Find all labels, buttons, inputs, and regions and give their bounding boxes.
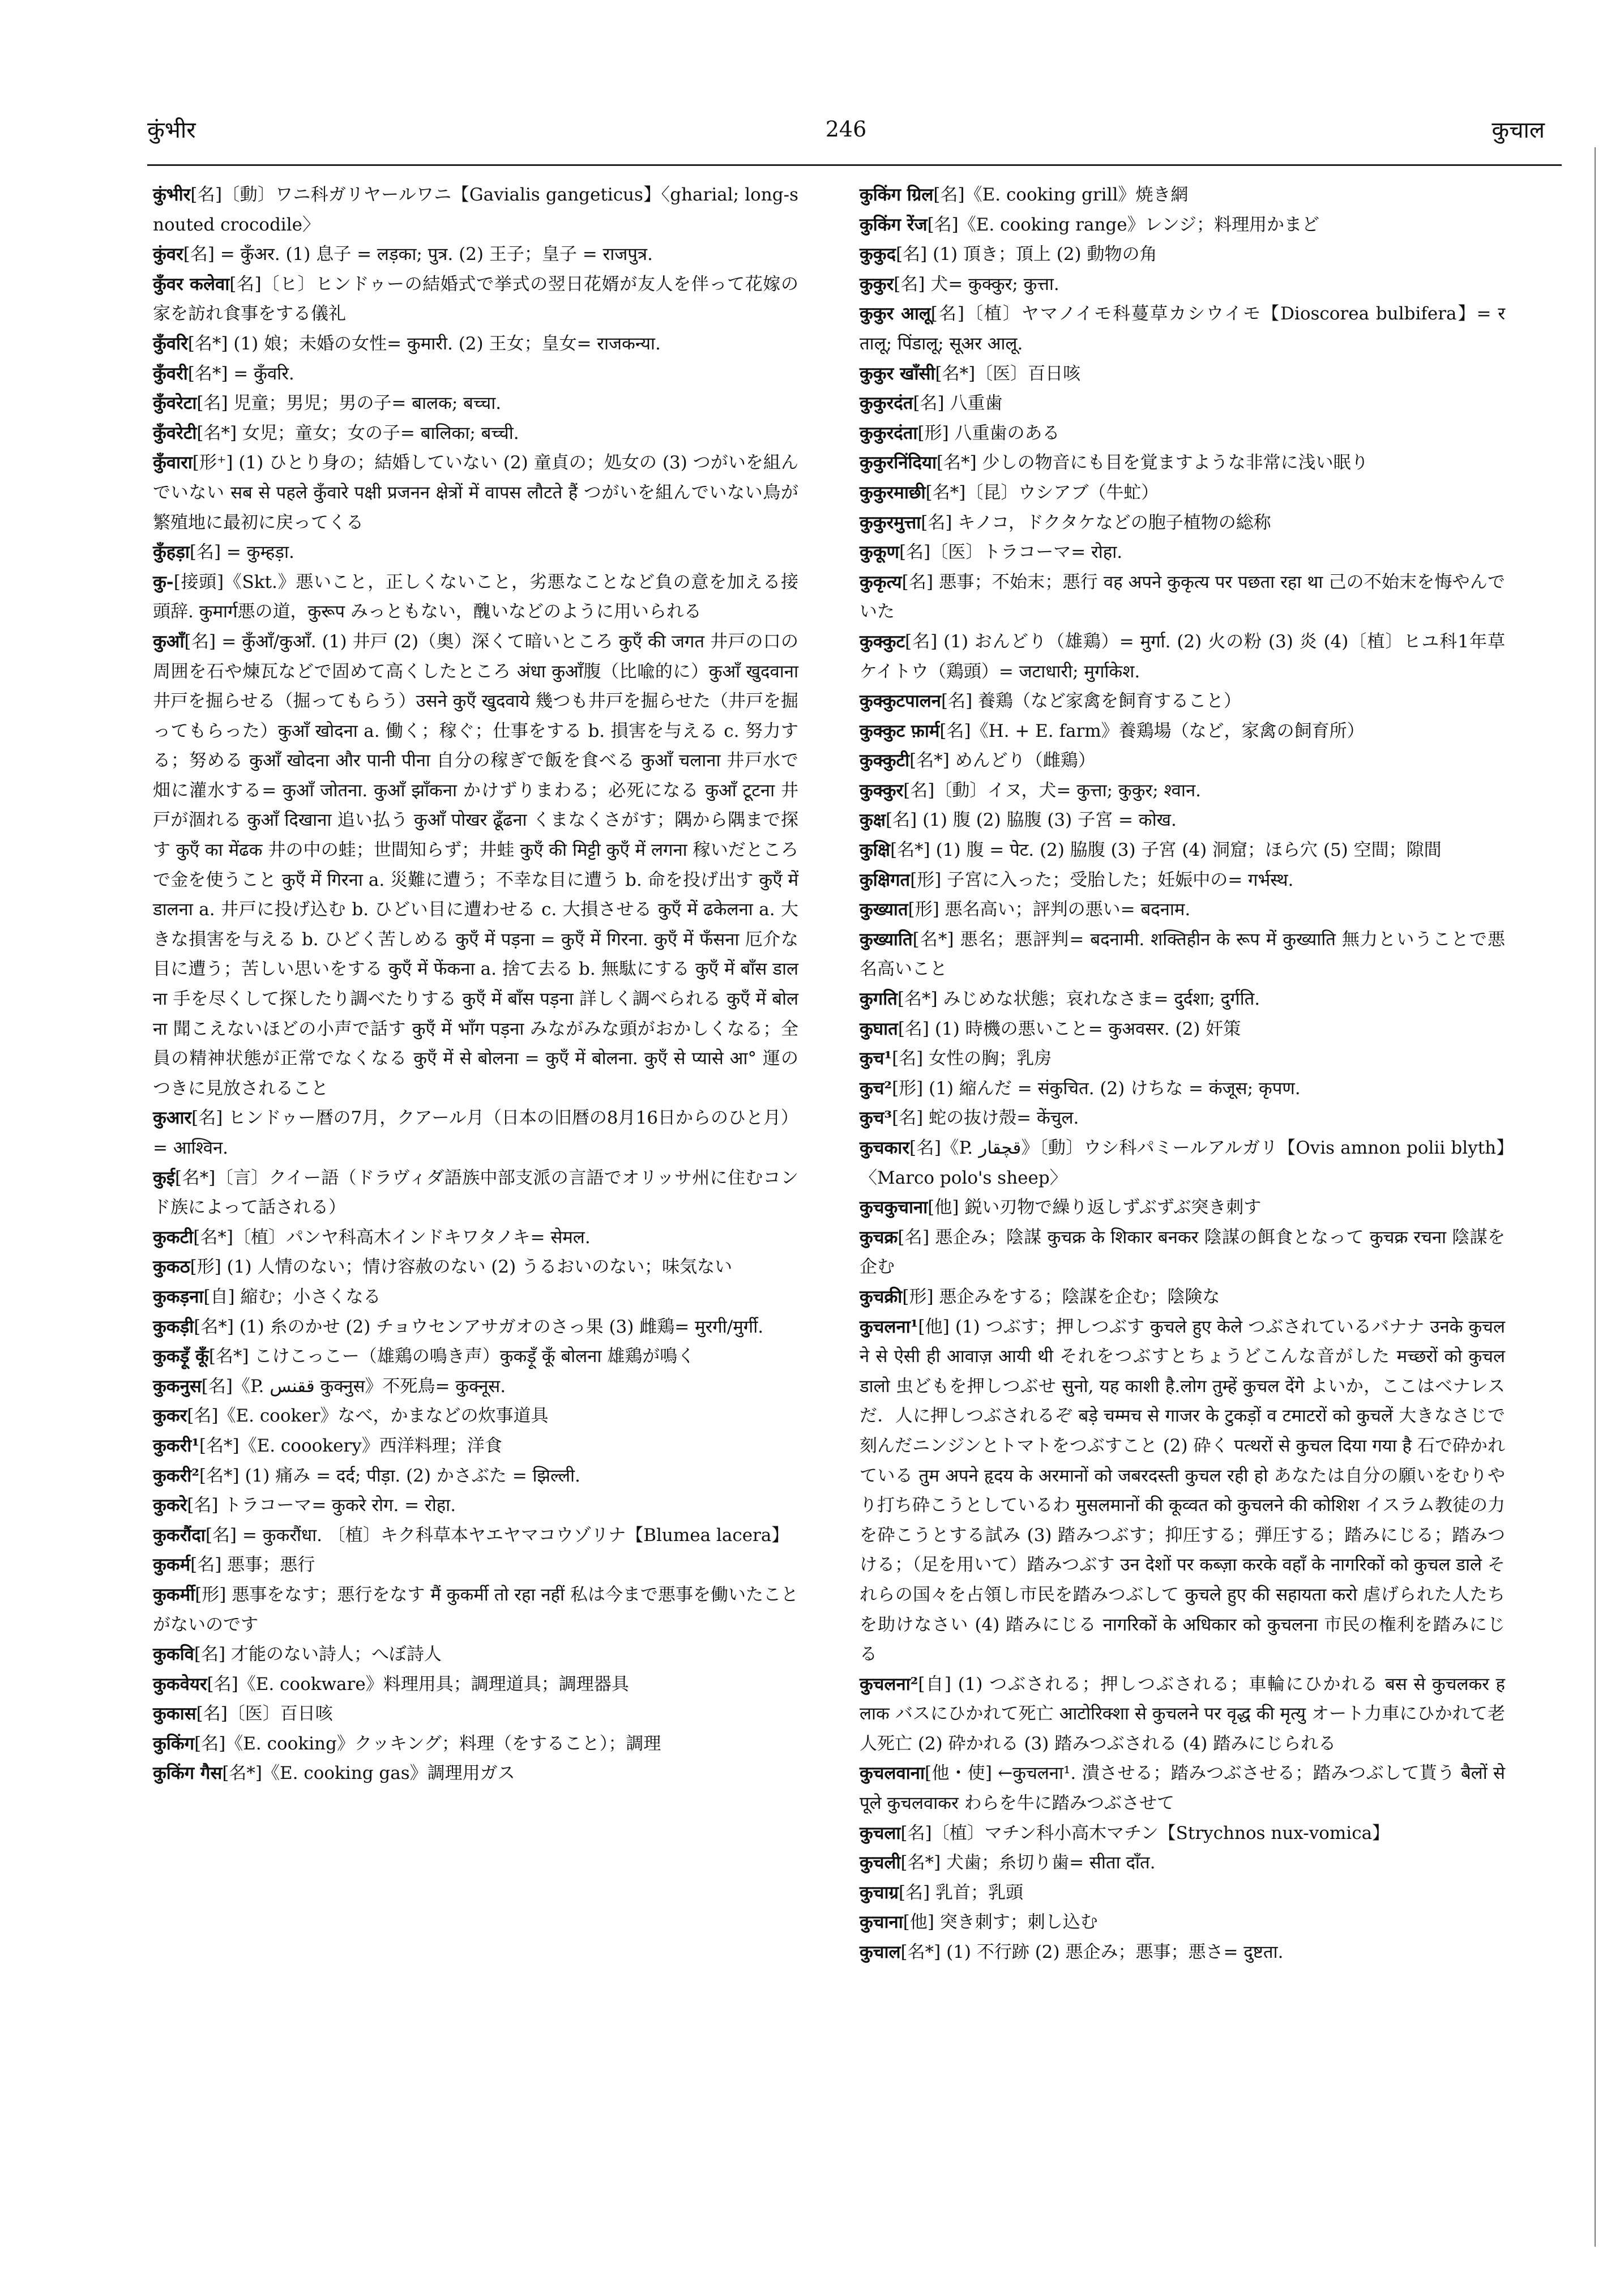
entry-headword: कुक्कुर xyxy=(860,780,904,801)
dictionary-entry xyxy=(860,299,1505,358)
dictionary-entry xyxy=(153,1729,798,1759)
entry-headword: कुक्षि xyxy=(860,840,891,861)
dictionary-entry xyxy=(153,389,798,419)
entry-definition: [形] (1) 縮んだ = संकुचित. (2) けちな = कंजूस; कृपण. xyxy=(892,1078,1301,1099)
entry-definition: [名] 悪事；不始末；悪行 वह अपने कुकृत्य पर पछता रहा था 己の不始末を悔やんでいた xyxy=(860,571,1505,622)
entry-definition: [自] (1) つぶされる；押しつぶされる；車輪にひかれる बस से कुचलकर हलाक バスにひかれて死亡 आटोरिक्शा से कुचलने पर वृद्ध की मृत्यु オート力車にひかれて老人死亡 (2) 砕かれる (3) 踏みつぶされる (4) 踏みにじられる xyxy=(860,1674,1505,1754)
entry-headword: कुई xyxy=(153,1167,176,1188)
entry-definition: [名]《E. cooking grill》焼き網 xyxy=(933,185,1189,205)
entry-definition: [名] 悪企み；陰謀 कुचक्र के शिकार बनकर 陰謀の餌食となって कुचक्र रचना 陰謀を企む xyxy=(860,1227,1505,1278)
entry-definition: [他・使] ←कुचलना¹. 潰させる；踏みつぶさせる；踏みつぶして貰う बैलों से पूले कुचलवाकर わらを牛に踏みつぶさせて xyxy=(860,1763,1505,1814)
entry-definition: [名*] みじめな状態；哀れなさま= दुर्दशा; दुर्गति. xyxy=(897,989,1260,1010)
entry-definition: [形] 悪企みをする；陰謀を企む；陰険な xyxy=(902,1286,1220,1307)
entry-definition: [名*] (1) 糸のかせ (2) チョウセンアサガオのさっ果 (3) 雌鶏= मुरगी/मुर्गी. xyxy=(194,1316,764,1337)
entry-headword: कुकुरदंता xyxy=(860,422,918,443)
entry-headword: कुच¹ xyxy=(860,1048,892,1069)
dictionary-entry xyxy=(153,240,798,270)
entry-definition: [名]〔植〕マチン科小高木マチン【Strychnos nux-vomica】 xyxy=(900,1822,1390,1843)
entry-definition: [名] = कुकरौंधा. 〔植〕キク科草本ヤエヤマコウゾリナ【Blumea lacera】 xyxy=(205,1525,789,1546)
entry-headword: कुचक्र xyxy=(860,1227,898,1248)
entry-definition: [名] 女性の胸；乳房 xyxy=(892,1048,1052,1069)
dictionary-entry xyxy=(860,537,1505,567)
entry-headword: कुकर xyxy=(153,1406,187,1427)
entry-definition: [名*] (1) 腹 = पेट. (2) 脇腹 (3) 子宮 (4) 洞窟；ほら穴 (5) 空間；隙間 xyxy=(890,840,1442,861)
entry-definition: [他] 鋭い刃物で繰り返しずぶずぶ突き刺す xyxy=(928,1197,1262,1218)
entry-definition: [形] (1) 人情のない；情け容赦のない (2) うるおいのない；味気ない xyxy=(190,1257,733,1278)
entry-definition: [名*] めんどり（雌鶏） xyxy=(909,750,1096,771)
entry-headword: कुचलना² xyxy=(860,1674,918,1695)
entry-definition: [名*]〔言〕クイー語（ドラヴィダ語族中部支派の言語でオリッサ州に住むコンド族によって話される） xyxy=(153,1167,798,1218)
entry-definition: [自] 縮む；小さくなる xyxy=(203,1286,381,1307)
entry-headword: कुकनुस xyxy=(153,1376,202,1397)
dictionary-entry xyxy=(860,746,1505,776)
dictionary-entry xyxy=(860,984,1505,1014)
dictionary-entry xyxy=(860,240,1505,270)
dictionary-entry xyxy=(153,1163,798,1223)
entry-headword: कुघात xyxy=(860,1018,898,1039)
entry-headword: कुक्षिगत xyxy=(860,869,911,890)
entry-definition: [名] (1) 頂き；頂上 (2) 動物の角 xyxy=(896,244,1157,265)
entry-definition: [名] 養鶏（など家禽を飼育すること） xyxy=(941,691,1242,712)
running-head-right: कुचाल xyxy=(1491,117,1545,143)
entry-headword: कुकवेयर xyxy=(153,1674,207,1695)
entry-definition: [名*] (1) 不行跡 (2) 悪企み；悪事；悪さ= दुष्टता. xyxy=(900,1942,1284,1963)
entry-headword: कुकिंग रेंज xyxy=(860,214,928,235)
dictionary-entry xyxy=(153,1103,798,1163)
dictionary-entry xyxy=(153,1550,798,1580)
entry-definition: [名] キノコ，ドクタケなどの胞子植物の総称 xyxy=(921,512,1271,533)
entry-definition: [名] (1) 時機の悪いこと= कुअवसर. (2) 奸策 xyxy=(898,1018,1241,1039)
dictionary-entry xyxy=(153,1640,798,1670)
dictionary-entry xyxy=(860,508,1505,538)
dictionary-entry xyxy=(153,1580,798,1640)
dictionary-entry xyxy=(860,865,1505,895)
entry-headword: कुकड़ूँ कूँ xyxy=(153,1346,209,1367)
entry-definition: [名] = कुँअर. (1) 息子 = लड़का; पुत्र. (2) 王子；皇子 = राजपुत्र. xyxy=(183,244,653,265)
entry-headword: कुकरे xyxy=(153,1495,187,1516)
entry-headword: कुकर्म xyxy=(153,1555,191,1576)
dictionary-entry xyxy=(153,1372,798,1402)
entry-headword: कुँवरी xyxy=(153,363,188,384)
entry-headword: कुकिंग ग्रिल xyxy=(860,185,934,205)
entry-headword: कुचकुचाना xyxy=(860,1197,928,1218)
entry-headword: कुँहड़ा xyxy=(153,542,190,563)
entry-headword: कुकुर xyxy=(860,274,894,294)
dictionary-entry xyxy=(860,1819,1505,1849)
dictionary-entry xyxy=(860,627,1505,686)
entry-headword: कुकृत्य xyxy=(860,571,902,592)
dictionary-entry xyxy=(153,329,798,359)
entry-definition: [名*]《E. cooking gas》調理用ガス xyxy=(222,1763,515,1784)
entry-definition: [名*] 女児；童女；女の子= बालिका; बच्ची. xyxy=(196,422,519,443)
entry-definition: [名]《H. + E. farm》養鶏場（など，家禽の飼育所） xyxy=(939,720,1365,741)
entry-headword: कुकुरदंत xyxy=(860,393,913,414)
dictionary-entry xyxy=(153,180,798,240)
entry-definition: [名*] (1) 娘；未婚の女性= कुमारी. (2) 王女；皇女= राजकन्या. xyxy=(187,333,661,354)
header-rule xyxy=(147,164,1562,166)
entry-definition: [接頭]《Skt.》悪いこと，正しくないこと，劣悪なことなど負の意を加える接頭辞. कुमार्ग悪の道，कुरूप みっともない，醜いなどのように用いられる xyxy=(153,571,798,622)
entry-definition: [名]《E. cooker》なべ，かまなどの炊事道具 xyxy=(187,1406,549,1427)
dictionary-entry xyxy=(153,1223,798,1253)
dictionary-entry xyxy=(860,1133,1505,1193)
entry-definition: [名] 乳首；乳頭 xyxy=(899,1882,1024,1903)
entry-headword: कुक्कुट xyxy=(860,631,905,652)
dictionary-entry xyxy=(860,1907,1505,1937)
entry-headword: कुकिंग xyxy=(153,1733,195,1754)
entry-headword: कुचलना¹ xyxy=(860,1316,918,1337)
entry-headword: कुच² xyxy=(860,1078,892,1099)
entry-headword: कुकुर खाँसी xyxy=(860,363,935,384)
dictionary-entry xyxy=(153,567,798,627)
entry-definition: [名] ヒンドゥー暦の7月，クアール月（日本の旧暦の8月16日からのひと月）= आश्विन. xyxy=(153,1108,798,1158)
dictionary-entry xyxy=(860,567,1505,627)
dictionary-entry xyxy=(153,419,798,449)
dictionary-entry xyxy=(153,1282,798,1312)
entry-headword: कुकरौंदा xyxy=(153,1525,206,1546)
entry-headword: कु- xyxy=(153,571,174,592)
dictionary-entry xyxy=(153,1252,798,1282)
entry-definition: [名*] = कुँवरि. xyxy=(187,363,294,384)
entry-definition: [形⁺] (1) ひとり身の；結婚していない (2) 童貞の；処女の (3) つがいを組んでいない सब से पहले कुँवारे पक्षी प्रजनन क्षेत्रों में वापस लौटते हैं つがいを組んでいない鳥が繁殖地に最初に戻ってくる xyxy=(153,453,798,533)
dictionary-entry xyxy=(860,1014,1505,1044)
entry-definition: [名*] 犬歯；糸切り歯= सीता दाँत. xyxy=(900,1853,1156,1873)
dictionary-entry xyxy=(153,1491,798,1521)
entry-definition: [名]〔医〕トラコーマ= रोहा. xyxy=(899,542,1123,563)
entry-definition: [名] = कुम्हड़ा. xyxy=(189,542,294,563)
dictionary-entry xyxy=(153,1401,798,1431)
dictionary-entry xyxy=(860,1223,1505,1282)
dictionary-entry xyxy=(860,478,1505,508)
entry-definition: [他] 突き刺す；刺し込む xyxy=(903,1912,1098,1933)
entry-definition: [名*] (1) 痛み = दर्द; पीड़ा. (2) かさぶた = झिल्ली. xyxy=(199,1465,580,1486)
dictionary-entry xyxy=(860,1937,1505,1967)
running-head-left: कुंभीर xyxy=(147,117,196,143)
entry-headword: कुचलवाना xyxy=(860,1763,925,1784)
entry-headword: कुकूण xyxy=(860,542,900,563)
entry-definition: [名]《E. cooking》クッキング；料理（をすること）；調理 xyxy=(194,1733,661,1754)
dictionary-entry xyxy=(860,270,1505,300)
entry-headword: कुच³ xyxy=(860,1108,892,1129)
left-column xyxy=(153,180,798,1789)
entry-headword: कुँवारा xyxy=(153,453,193,473)
entry-definition: [名*]〔植〕パンヤ科高木インドキワタノキ= सेमल. xyxy=(193,1227,591,1248)
entry-definition: [名]〔医〕百日咳 xyxy=(196,1704,333,1725)
dictionary-entry xyxy=(860,1759,1505,1818)
dictionary-entry xyxy=(153,359,798,389)
dictionary-entry xyxy=(860,835,1505,865)
entry-definition: [形] 悪事をなす；悪行をなす मैं कुकर्मी तो रहा नहीं 私は今まで悪事を働いたことがないのです xyxy=(153,1584,798,1635)
dictionary-entry xyxy=(860,1878,1505,1908)
entry-definition: [名*]〔昆〕ウシアブ（牛虻） xyxy=(925,482,1159,503)
entry-definition: [名]《E. cooking range》レンジ；料理用かまど xyxy=(927,214,1320,235)
entry-headword: कुक्कुटपालन xyxy=(860,691,941,712)
page-header xyxy=(147,113,1545,159)
dictionary-entry xyxy=(153,627,798,1104)
entry-headword: कुकुर आलू xyxy=(860,304,931,325)
entry-definition: [名] 八重歯 xyxy=(913,393,1003,414)
dictionary-entry xyxy=(860,210,1505,240)
entry-definition: [名]《P. ققنس कुक्नुस》不死鳥= कुक्नूस. xyxy=(201,1376,506,1397)
entry-definition: [名]〔植〕ヤマノイモ科蔓草カシウイモ【Dioscorea bulbifera】= रतालू; पिंडालू; सूअर आलू. xyxy=(860,304,1505,354)
entry-headword: कुक्कुटी xyxy=(860,750,910,771)
dictionary-entry xyxy=(153,1699,798,1729)
entry-definition: [形] 八重歯のある xyxy=(917,422,1060,443)
right-column xyxy=(860,180,1505,1967)
entry-headword: कुकास xyxy=(153,1704,196,1725)
entry-headword: कुआर xyxy=(153,1108,192,1129)
entry-headword: कुख्याति xyxy=(860,929,913,950)
entry-headword: कुचाना xyxy=(860,1912,903,1933)
entry-headword: कुकड़ना xyxy=(153,1286,204,1307)
entry-headword: कुगति xyxy=(860,989,898,1010)
entry-headword: कुक्कुट फ़ार्म xyxy=(860,720,940,741)
dictionary-entry xyxy=(153,448,798,537)
dictionary-entry xyxy=(860,1074,1505,1104)
entry-definition: [名*] こけこっこー（雄鶏の鳴き声）कुकड़ूँ कूँ बोलना 雄鶏が鳴く xyxy=(208,1346,695,1367)
dictionary-entry xyxy=(860,895,1505,925)
entry-definition: [名*] 悪名；悪評判= बदनामी. शक्तिहीन के रूप में कुख्याति 無力ということで悪名高いこと xyxy=(860,929,1505,980)
entry-headword: कुक्ष xyxy=(860,810,886,831)
dictionary-entry xyxy=(860,389,1505,419)
entry-headword: कुआँ xyxy=(153,631,185,652)
dictionary-entry xyxy=(153,1431,798,1461)
entry-headword: कुचला xyxy=(860,1822,901,1843)
dictionary-entry xyxy=(860,1848,1505,1878)
entry-headword: कुँवर कलेवा xyxy=(153,274,230,294)
dictionary-entry xyxy=(860,359,1505,389)
entry-headword: कुचली xyxy=(860,1853,901,1873)
entry-headword: कुंभीर xyxy=(153,185,191,205)
dictionary-entry xyxy=(860,1044,1505,1074)
entry-definition: [他] (1) つぶす；押しつぶす कुचले हुए केले つぶされているバナナ उनके कुचलने से ऐसी ही आवाज़ आयी थी それをつぶすとちょうどこんな音がした मच्छरों को कुचल डालो 虫どもを押しつぶせ सुनो, यह काशी है.लोग तुम्हें कुचल देंगे よいか，ここはベナレスだ．人に押しつぶされるぞ बड़े चम्मच से गाजर के टुकड़ों व टमाटरों को कुचलें 大きなさじで刻んだニンジンとトマトをつぶすこと (2) 砕く पत्थरों से कुचल दिया गया है 石で砕かれている तुम अपने हृदय के अरमानों को जबरदस्ती कुचल रही हो あなたは自分の願いをむりやり打ち砕こうとしているわ मुसलमानों की कूव्वत को कुचलने की कोशिश イスラム教徒の力を砕こうとする試み (3) 踏みつぶす；抑圧する；弾圧する；踏みにじる；踏みつける；（足を用いて）踏みつぶす उन देशों पर कब्ज़ा करके वहाँ के नागरिकों को कुचल डाले それらの国々を占領し市民を踏みつぶして कुचले हुए की सहायता करो 虐げられた人たちを助けなさい (4) 踏みにじる नागरिकों के अधिकार को कुचलना 市民の権利を踏みにじる xyxy=(860,1316,1505,1665)
entry-definition: [形] 悪名高い；評判の悪い= बदनाम. xyxy=(908,899,1191,920)
entry-headword: कुकड़ी xyxy=(153,1316,194,1337)
entry-definition: [名] 犬= कुक्कुर; कुत्ता. xyxy=(894,274,1059,294)
entry-headword: कुकठ xyxy=(153,1257,190,1278)
dictionary-entry xyxy=(153,1312,798,1342)
entry-headword: कुकवि xyxy=(153,1644,194,1665)
entry-definition: [名]《E. cookware》料理用具；調理道具；調理器具 xyxy=(207,1674,629,1695)
entry-headword: कुकुद xyxy=(860,244,896,265)
dictionary-entry xyxy=(153,1759,798,1789)
entry-definition: [名*]〔医〕百日咳 xyxy=(935,363,1081,384)
entry-headword: कुकरी¹ xyxy=(153,1435,199,1456)
dictionary-entry xyxy=(153,1461,798,1491)
dictionary-entry xyxy=(153,1521,798,1551)
entry-definition: [名] (1) おんどり（雄鶏）= मुर्गा. (2) 火の粉 (3) 炎 (4)〔植〕ヒユ科1年草ケイトウ（鶏頭）= जटाधारी; मुर्गाकेश. xyxy=(860,631,1505,682)
entry-definition: [名] 悪事；悪行 xyxy=(190,1555,315,1576)
dictionary-entry xyxy=(860,448,1505,478)
entry-headword: कुकिंग गैस xyxy=(153,1763,223,1784)
dictionary-entry xyxy=(860,1193,1505,1223)
dictionary-entry xyxy=(860,1282,1505,1312)
dictionary-entry xyxy=(860,925,1505,984)
dictionary-entry xyxy=(860,1312,1505,1670)
entry-definition: [名] トラコーマ= कुकरे रोग. = रोहा. xyxy=(187,1495,456,1516)
entry-headword: कुँवरि xyxy=(153,333,188,354)
dictionary-entry xyxy=(860,805,1505,835)
page-number: 246 xyxy=(825,117,867,142)
entry-headword: कुचाल xyxy=(860,1942,901,1963)
entry-definition: [名*] 少しの物音にも目を覚ますような非常に浅い眠り xyxy=(937,453,1369,473)
dictionary-entry xyxy=(860,1103,1505,1133)
entry-headword: कुकटी xyxy=(153,1227,194,1248)
dictionary-entry xyxy=(153,537,798,567)
dictionary-entry xyxy=(860,686,1505,716)
entry-definition: [名]〔動〕イヌ，犬= कुत्ता; कुकुर; श्वान. xyxy=(903,780,1202,801)
entry-headword: कुकुरनिंदिया xyxy=(860,453,937,473)
entry-definition: [名]《P. قچقار》〔動〕ウシ科パミールアルガリ【Ovis amnon polii blyth】〈Marco polo's sheep〉 xyxy=(860,1138,1505,1188)
entry-headword: कुंवर xyxy=(153,244,183,265)
entry-definition: [名] 才能のない詩人；へぼ詩人 xyxy=(194,1644,442,1665)
dictionary-entry xyxy=(153,270,798,329)
entry-definition: [名*]《E. coookery》西洋料理；洋食 xyxy=(199,1435,502,1456)
entry-headword: कुँवरेटी xyxy=(153,422,197,443)
entry-definition: [名] (1) 腹 (2) 脇腹 (3) 子宮 = कोख. xyxy=(886,810,1177,831)
dictionary-entry xyxy=(153,1342,798,1372)
entry-headword: कुकरी² xyxy=(153,1465,199,1486)
entry-definition: [名] = कुँआँ/कुआँ. (1) 井戸 (2)（奥）深くて暗いところ कुएँ की जगत 井戸の口の周囲を石や煉瓦などで固めて高くしたところ अंधा कुआँ腹（比喩的に）कुआँ खुदवाना 井戸を掘らせる（掘ってもらう）उसने कुएँ खुदवाये 幾つも井戸を掘らせた（井戸を掘ってもらった）कुआँ खोदना a. 働く；稼ぐ；仕事をする b. 損害を与える c. 努力する；努める कुआँ खोदना और पानी पीना 自分の稼ぎで飯を食べる कुआँ चलाना 井戸水で畑に灌水する= कुआँ जोतना. कुआँ झाँकना かけずりまわる；必死になる कुआँ टूटना 井戸が涸れる कुआँ दिखाना 追い払う कुआँ पोखर ढूँढना くまなくさがす；隅から隅まで探す कुएँ का मेंढक 井の中の蛙；世間知らず；井蛙 कुएँ की मिट्टी कुएँ में लगना 稼いだところで金を使うこと कुएँ में गिरना a. 災難に遭う；不幸な目に遭う b. 命を投げ出す कुएँ में डालना a. 井戸に投げ込む b. ひどい目に遭わせる c. 大損させる कुएँ में ढकेलना a. 大きな損害を与える b. ひどく苦しめる कुएँ में पड़ना = कुएँ में गिरना. कुएँ में फँसना 厄介な目に遭う；苦しい思いをする कुएँ में फेंकना a. 捨て去る b. 無駄にする कुएँ में बाँस डालना 手を尽くして探したり調べたりする कुएँ में बाँस पड़ना 詳しく調べられる कुएँ में बोलना 聞こえないほどの小声で話す कुएँ में भाँग पड़ना みながみな頭がおかしくなる；全員の精神状態が正常でなくなる कुएँ में से बोलना = कुएँ में बोलना. कुएँ से प्यासे आ° 運のつきに見放されること xyxy=(153,631,798,1099)
dictionary-entry xyxy=(860,180,1505,210)
dictionary-entry xyxy=(153,1670,798,1700)
entry-headword: कुचक्री xyxy=(860,1286,903,1307)
dictionary-entry xyxy=(860,716,1505,746)
dictionary-entry xyxy=(860,1670,1505,1759)
entry-headword: कुचकार xyxy=(860,1138,910,1158)
dictionary-entry xyxy=(860,419,1505,449)
dictionary-entry xyxy=(860,776,1505,806)
entry-headword: कुँवरेटा xyxy=(153,393,197,414)
entry-definition: [名] 児童；男児；男の子= बालक; बच्चा. xyxy=(196,393,502,414)
entry-headword: कुख्यात xyxy=(860,899,908,920)
entry-definition: [名] 蛇の抜け殻= केंचुल. xyxy=(892,1108,1079,1129)
entry-headword: कुकर्मी xyxy=(153,1584,195,1605)
entry-headword: कुचाग्र xyxy=(860,1882,899,1903)
entry-headword: कुकुरमाछी xyxy=(860,482,926,503)
entry-definition: [形] 子宮に入った；受胎した；妊娠中の= गर्भस्थ. xyxy=(910,869,1294,890)
entry-definition: [名]〔ヒ〕ヒンドゥーの結婚式で挙式の翌日花婿が友人を伴って花嫁の家を訪れ食事をする儀礼 xyxy=(153,274,798,325)
entry-definition: [名]〔動〕ワニ科ガリヤールワニ【Gavialis gangeticus】〈gharial; long-snouted crocodile〉 xyxy=(153,185,798,235)
entry-headword: कुकुरमुत्ता xyxy=(860,512,921,533)
page-edge-line xyxy=(1595,147,1596,2247)
